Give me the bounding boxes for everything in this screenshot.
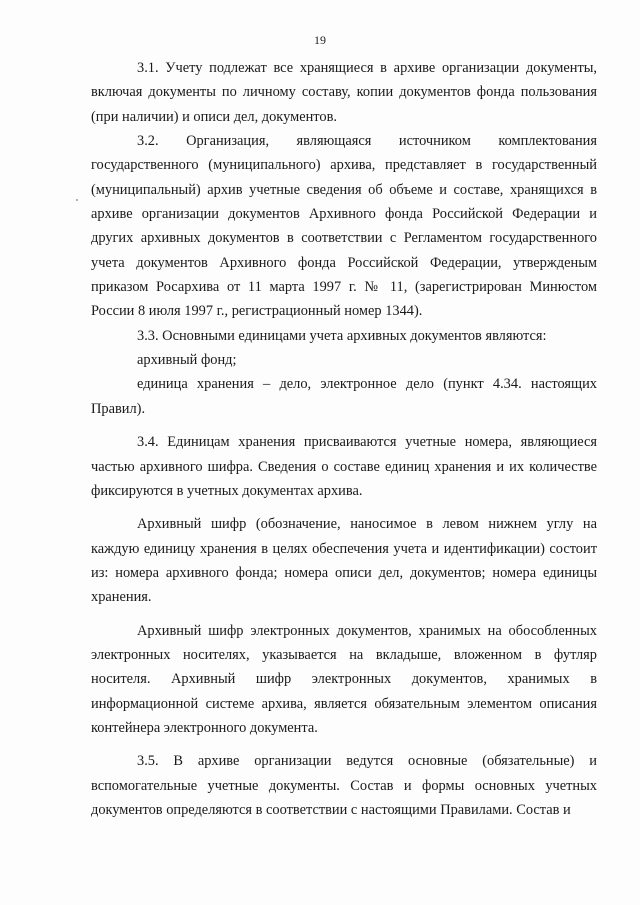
scan-dot [76,199,78,201]
paragraph-3-4: 3.4. Единицам хранения присваиваются учетные номера, являющиеся частью архивного шифра. Сведения о составе единиц хранения и их количестве фиксируются в учетных документах архива. [91,434,597,499]
paragraph-3-2: 3.2. Организация, являющаяся источником комплектования государственного (муниципального) архива, представляет в государственный (муниципальный) архив учетные сведения об объеме и составе, хранящихся в архиве организации документов Архивного фонда Российской Федерации и других архивных документов в соответствии с Регламентом государственного учета документов Архивного фонда Российской Федерации, утвержденым приказом Росархива от 11 марта 1997 г. № 11, (зарегистрирован Минюстом России 8 июля 1997 г., регистрационный номер 1344). [91,133,597,320]
paragraph-archive-code: Архивный шифр (обозначение, наносимое в левом нижнем углу на каждую единицу хранения в целях обеспечения учета и идентификации) состоит из: номера архивного фонда; номера описи дел, документов; номера единицы хранения. [91,516,597,606]
paragraph-storage-unit: единица хранения – дело, электронное дело (пункт 4.34. настоящих Правил). [91,376,597,417]
paragraph-electronic-code: Архивный шифр электронных документов, хранимых на обособленных электронных носителях, указывается на вкладыше, вложенном в футляр носителя. Архивный шифр электронных документов, хранимых в информационной системе архива, является обязательным элементом описания контейнера электронного документа. [91,622,597,736]
page-number: 19 [314,33,326,47]
paragraph-3-1: 3.1. Учету подлежат все хранящиеся в архиве организации документы, включая документы по личному составу, копии документов фонда пользования (при наличии) и описи дел, документов. [91,60,597,125]
paragraph-archive-fond: архивный фонд; [137,352,237,369]
paragraph-3-3: 3.3. Основными единицами учета архивных документов являются: [137,327,547,344]
document-body [91,56,597,822]
paragraph-3-5: 3.5. В архиве организации ведутся основные (обязательные) и вспомогательные учетные документы. Состав и формы основных учетных документов определяются в соответствии с настоящими Правилами. Состав и [91,753,597,818]
